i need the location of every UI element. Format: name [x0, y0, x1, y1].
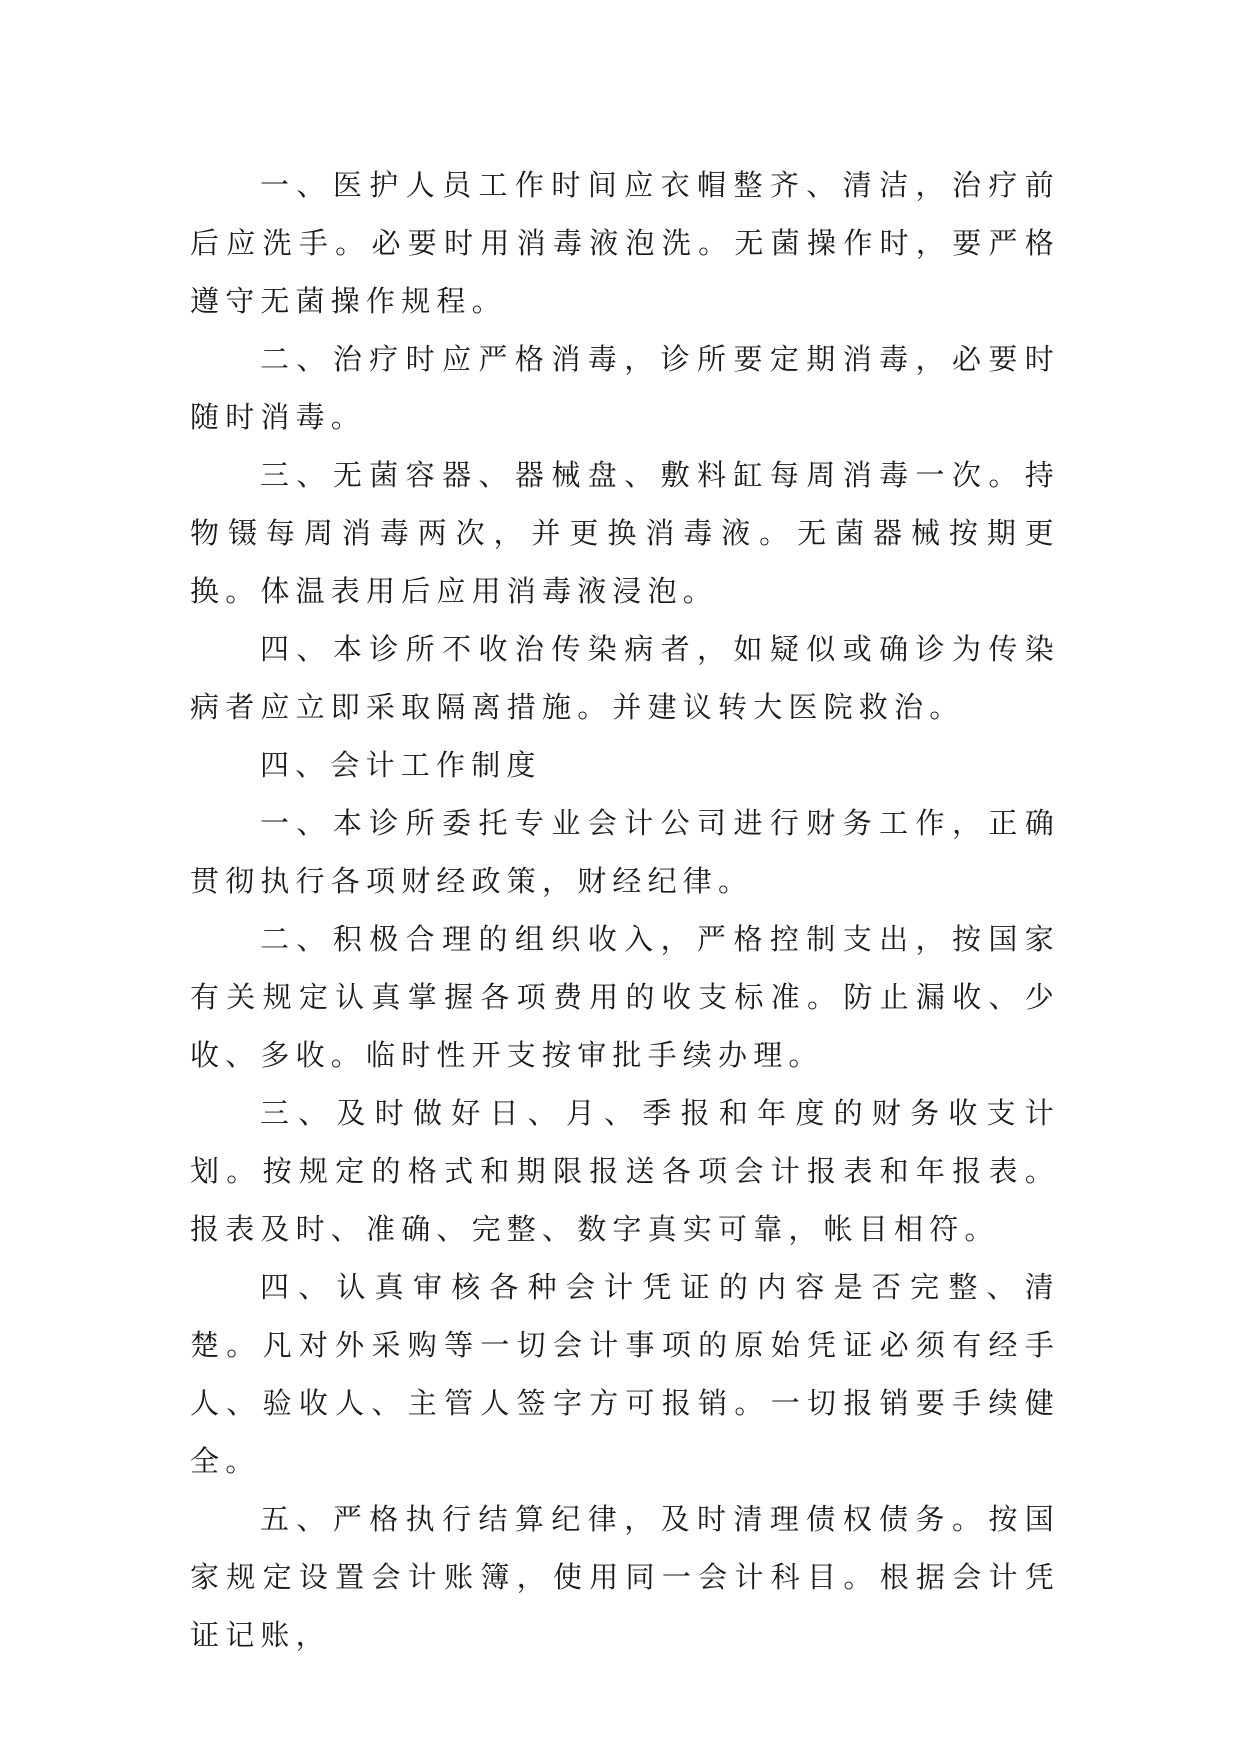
paragraph-hygiene-2: 二、治疗时应严格消毒，诊所要定期消毒，必要时随时消毒。	[190, 342, 1060, 434]
paragraph-hygiene-4: 四、本诊所不收治传染病者，如疑似或确诊为传染病者应立即采取隔离措施。并建议转大医院救治。	[190, 632, 1060, 724]
paragraph-accounting-1: 一、本诊所委托专业会计公司进行财务工作，正确贯彻执行各项财经政策，财经纪律。	[190, 806, 1060, 898]
section-heading-accounting: 四、会计工作制度	[260, 748, 542, 782]
paragraph-hygiene-1: 一、医护人员工作时间应衣帽整齐、清洁，治疗前后应洗手。必要时用消毒液泡洗。无菌操作时，要严格遵守无菌操作规程。	[190, 168, 1060, 318]
document-body	[190, 156, 1060, 1664]
paragraph-accounting-3: 三、及时做好日、月、季报和年度的财务收支计划。按规定的格式和期限报送各项会计报表和年报表。报表及时、准确、完整、数字真实可靠，帐目相符。	[190, 1096, 1060, 1246]
paragraph-hygiene-3: 三、无菌容器、器械盘、敷料缸每周消毒一次。持物镊每周消毒两次，并更换消毒液。无菌器械按期更换。体温表用后应用消毒液浸泡。	[190, 458, 1060, 608]
paragraph-accounting-4: 四、认真审核各种会计凭证的内容是否完整、清楚。凡对外采购等一切会计事项的原始凭证必须有经手人、验收人、主管人签字方可报销。一切报销要手续健全。	[190, 1270, 1060, 1478]
paragraph-accounting-5: 五、严格执行结算纪律，及时清理债权债务。按国家规定设置会计账簿，使用同一会计科目。根据会计凭证记账，	[190, 1502, 1060, 1652]
paragraph-accounting-2: 二、积极合理的组织收入，严格控制支出，按国家有关规定认真掌握各项费用的收支标准。防止漏收、少收、多收。临时性开支按审批手续办理。	[190, 922, 1060, 1072]
